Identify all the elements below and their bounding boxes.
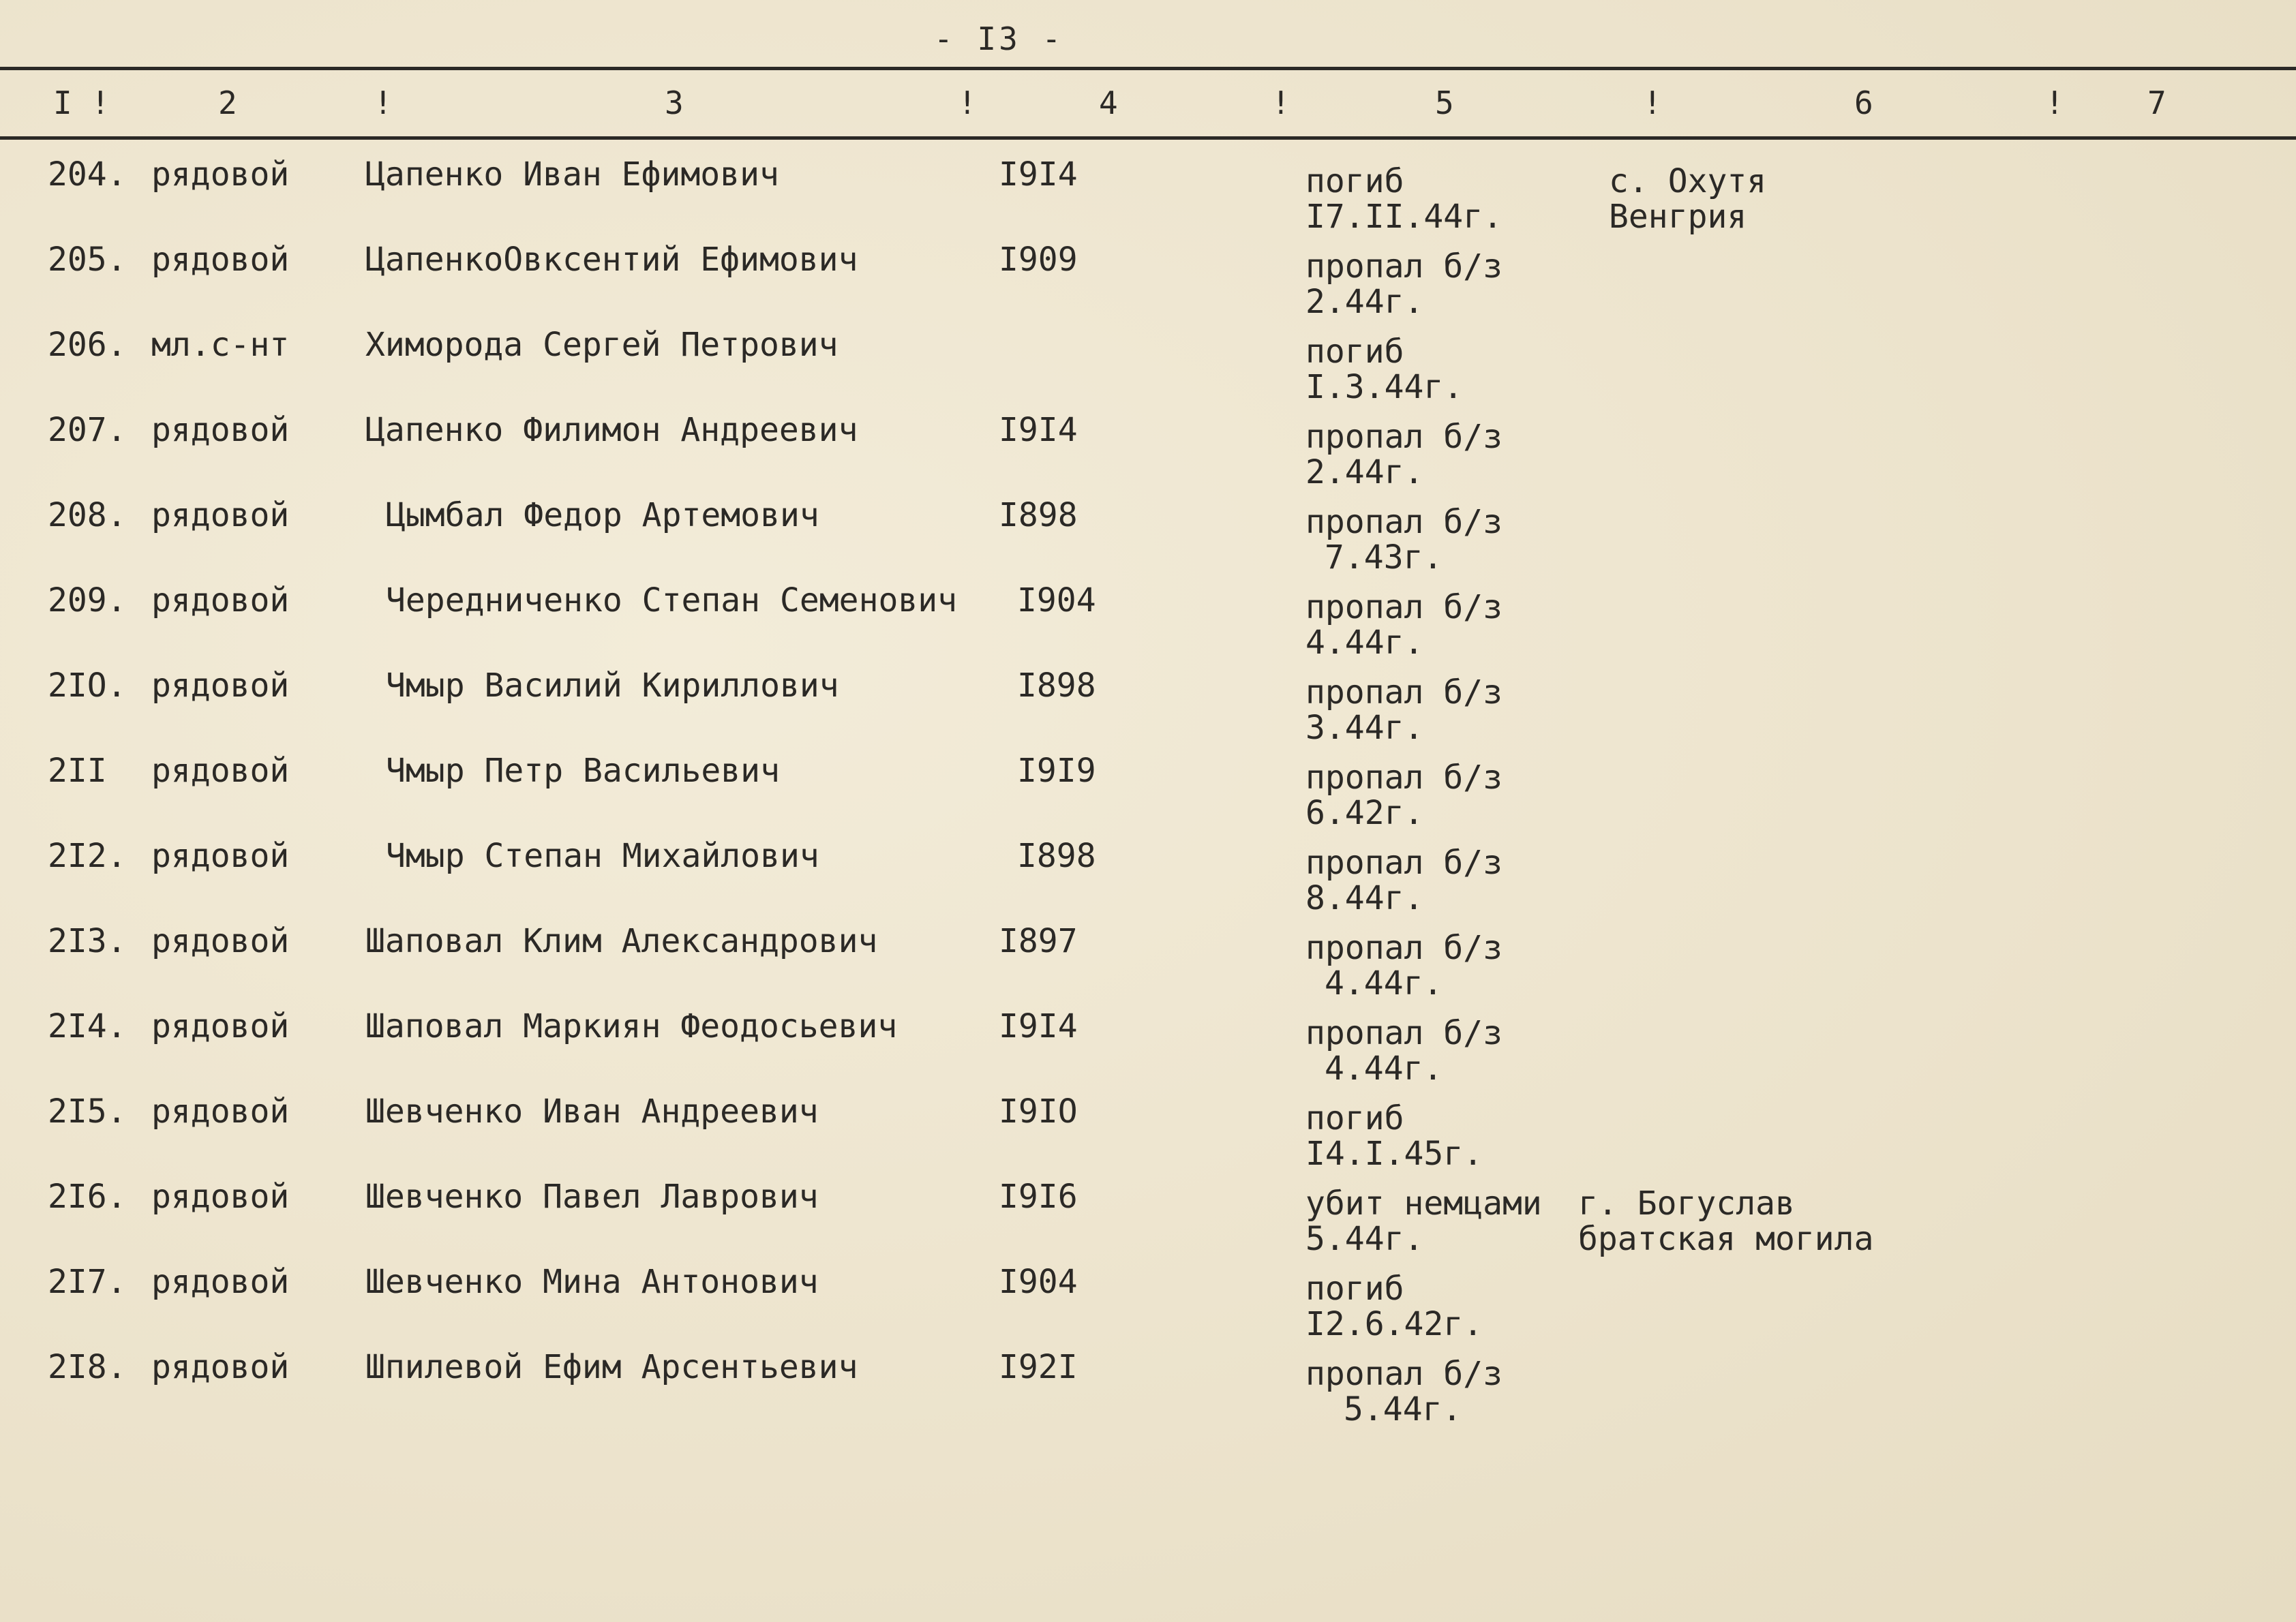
table-row <box>0 411 2296 495</box>
record-number: 2IO. <box>48 667 127 705</box>
burial-detail: братская могила <box>1578 1220 1874 1258</box>
record-number: 208. <box>48 496 127 534</box>
table-row <box>0 667 2296 751</box>
record-name: Шевченко Павел Лаврович <box>365 1178 819 1216</box>
record-rank: рядовой <box>151 1178 290 1216</box>
record-fate <box>1305 675 1502 746</box>
burial-place: с. Охутя <box>1609 162 1767 200</box>
record-birth-year: I9I4 <box>999 411 1078 449</box>
table-row <box>0 496 2296 581</box>
fate-date: I.3.44г. <box>1305 368 1464 406</box>
column-header-4: 4 <box>1099 85 1118 121</box>
record-rank: рядовой <box>151 752 290 790</box>
record-name: Химорода Сергей Петрович <box>365 326 839 364</box>
record-burial <box>1609 164 1766 234</box>
record-birth-year: I904 <box>1017 581 1096 619</box>
column-header-2: 2 <box>218 85 237 121</box>
record-birth-year: I9I4 <box>999 1007 1078 1045</box>
table-row <box>0 155 2296 240</box>
record-fate <box>1305 930 1502 1001</box>
record-name: Шевченко Иван Андреевич <box>365 1092 819 1131</box>
record-fate <box>1305 845 1502 916</box>
record-rank: рядовой <box>151 241 290 279</box>
burial-detail: Венгрия <box>1609 198 1747 236</box>
record-name: Чмыр Василий Кириллович <box>386 667 839 705</box>
record-rank: рядовой <box>151 581 290 619</box>
fate-date: 7.43г. <box>1325 538 1443 577</box>
record-rank: рядовой <box>151 155 290 194</box>
record-fate <box>1305 1015 1502 1086</box>
record-birth-year: I898 <box>1017 837 1096 875</box>
record-fate <box>1305 1271 1483 1342</box>
fate-date: I2.6.42г. <box>1305 1305 1483 1343</box>
record-fate <box>1305 419 1502 490</box>
record-rank: мл.с-нт <box>151 326 290 364</box>
fate-date: 5.44г. <box>1305 1220 1424 1258</box>
record-rank: рядовой <box>151 837 290 875</box>
fate-date: 2.44г. <box>1305 283 1424 321</box>
record-rank: рядовой <box>151 922 290 960</box>
fate-text: пропал б/з <box>1305 247 1502 286</box>
record-name: ЦапенкоОвксентий Ефимович <box>365 241 858 279</box>
fate-text: пропал б/з <box>1305 1355 1502 1393</box>
record-fate <box>1305 334 1463 405</box>
fate-text: погиб <box>1305 1270 1404 1308</box>
record-fate <box>1305 760 1502 831</box>
fate-date: I4.I.45г. <box>1305 1135 1483 1173</box>
record-fate <box>1305 590 1502 660</box>
fate-date: I7.II.44г. <box>1305 198 1502 236</box>
record-name: Шевченко Мина Антонович <box>365 1263 819 1301</box>
table-row <box>0 241 2296 325</box>
fate-text: пропал б/з <box>1305 929 1502 967</box>
record-name: Чмыр Степан Михайлович <box>386 837 819 875</box>
column-header-1: I ! <box>53 85 110 121</box>
record-number: 205. <box>48 241 127 279</box>
record-number: 2I2. <box>48 837 127 875</box>
record-rank: рядовой <box>151 496 290 534</box>
record-name: Шпилевой Ефим Арсентьевич <box>365 1348 858 1386</box>
record-number: 2I8. <box>48 1348 127 1386</box>
record-birth-year: I92I <box>999 1348 1078 1386</box>
record-rank: рядовой <box>151 411 290 449</box>
table-row <box>0 922 2296 1007</box>
record-number: 206. <box>48 326 127 364</box>
record-number: 2I4. <box>48 1007 127 1045</box>
column-separator: ! <box>2045 85 2064 121</box>
record-burial <box>1578 1186 1873 1257</box>
record-name: Чередниченко Степан Семенович <box>386 581 958 619</box>
record-birth-year: I904 <box>999 1263 1078 1301</box>
record-number: 209. <box>48 581 127 619</box>
record-birth-year: I9I9 <box>1017 752 1096 790</box>
column-separator: ! <box>958 85 977 121</box>
table-row <box>0 581 2296 666</box>
record-birth-year: I898 <box>1017 667 1096 705</box>
column-header-7: 7 <box>2147 85 2166 121</box>
fate-date: 4.44г. <box>1325 1050 1443 1088</box>
record-number: 2I6. <box>48 1178 127 1216</box>
record-number: 2I7. <box>48 1263 127 1301</box>
fate-text: пропал б/з <box>1305 844 1502 882</box>
table-row <box>0 1092 2296 1177</box>
record-fate <box>1305 1186 1542 1257</box>
table-row <box>0 1263 2296 1347</box>
record-number: 2I5. <box>48 1092 127 1131</box>
record-number: 207. <box>48 411 127 449</box>
record-birth-year: I9I6 <box>999 1178 1078 1216</box>
record-name: Шаповал Клим Александрович <box>365 922 878 960</box>
fate-date: 4.44г. <box>1325 964 1443 1003</box>
fate-text: пропал б/з <box>1305 503 1502 541</box>
table-row <box>0 752 2296 836</box>
fate-date: 5.44г. <box>1344 1390 1462 1428</box>
column-separator: ! <box>1643 85 1662 121</box>
record-rank: рядовой <box>151 1007 290 1045</box>
column-separator: ! <box>1271 85 1290 121</box>
header-top-rule <box>0 67 2296 70</box>
fate-date: 6.42г. <box>1305 794 1424 832</box>
record-name: Цапенко Филимон Андреевич <box>365 411 858 449</box>
table-row <box>0 1348 2296 1433</box>
record-number: 2II <box>48 752 107 790</box>
fate-text: убит немцами <box>1305 1184 1542 1223</box>
record-birth-year: I897 <box>999 922 1078 960</box>
record-rank: рядовой <box>151 1348 290 1386</box>
record-fate <box>1305 249 1502 320</box>
fate-text: погиб <box>1305 333 1404 371</box>
fate-text: пропал б/з <box>1305 1014 1502 1052</box>
table-row <box>0 326 2296 410</box>
page-number: - I3 - <box>934 20 1064 57</box>
burial-place: г. Богуслав <box>1578 1184 1795 1223</box>
column-header-5: 5 <box>1435 85 1454 121</box>
fate-text: пропал б/з <box>1305 673 1502 711</box>
record-rank: рядовой <box>151 667 290 705</box>
column-header-3: 3 <box>665 85 684 121</box>
record-birth-year: I909 <box>999 241 1078 279</box>
record-fate <box>1305 164 1502 234</box>
header-bottom-rule <box>0 136 2296 140</box>
record-number: 2I3. <box>48 922 127 960</box>
column-separator: ! <box>374 85 393 121</box>
record-rank: рядовой <box>151 1263 290 1301</box>
record-number: 204. <box>48 155 127 194</box>
record-fate <box>1305 504 1502 575</box>
record-fate <box>1305 1101 1483 1172</box>
record-fate <box>1305 1356 1502 1427</box>
record-name: Цымбал Федор Артемович <box>386 496 819 534</box>
record-name: Цапенко Иван Ефимович <box>365 155 779 194</box>
table-row <box>0 1178 2296 1262</box>
record-rank: рядовой <box>151 1092 290 1131</box>
table-row <box>0 837 2296 921</box>
fate-date: 3.44г. <box>1305 709 1424 747</box>
fate-text: пропал б/з <box>1305 759 1502 797</box>
fate-text: пропал б/з <box>1305 418 1502 456</box>
fate-date: 2.44г. <box>1305 453 1424 491</box>
record-birth-year: I9I4 <box>999 155 1078 194</box>
fate-text: пропал б/з <box>1305 588 1502 626</box>
fate-date: 4.44г. <box>1305 624 1424 662</box>
table-row <box>0 1007 2296 1092</box>
fate-date: 8.44г. <box>1305 879 1424 917</box>
record-name: Шаповал Маркиян Феодосьевич <box>365 1007 898 1045</box>
fate-text: погиб <box>1305 162 1404 200</box>
column-header-6: 6 <box>1854 85 1873 121</box>
record-name: Чмыр Петр Васильевич <box>386 752 780 790</box>
fate-text: погиб <box>1305 1099 1404 1137</box>
record-birth-year: I898 <box>999 496 1078 534</box>
record-birth-year: I9IO <box>999 1092 1078 1131</box>
